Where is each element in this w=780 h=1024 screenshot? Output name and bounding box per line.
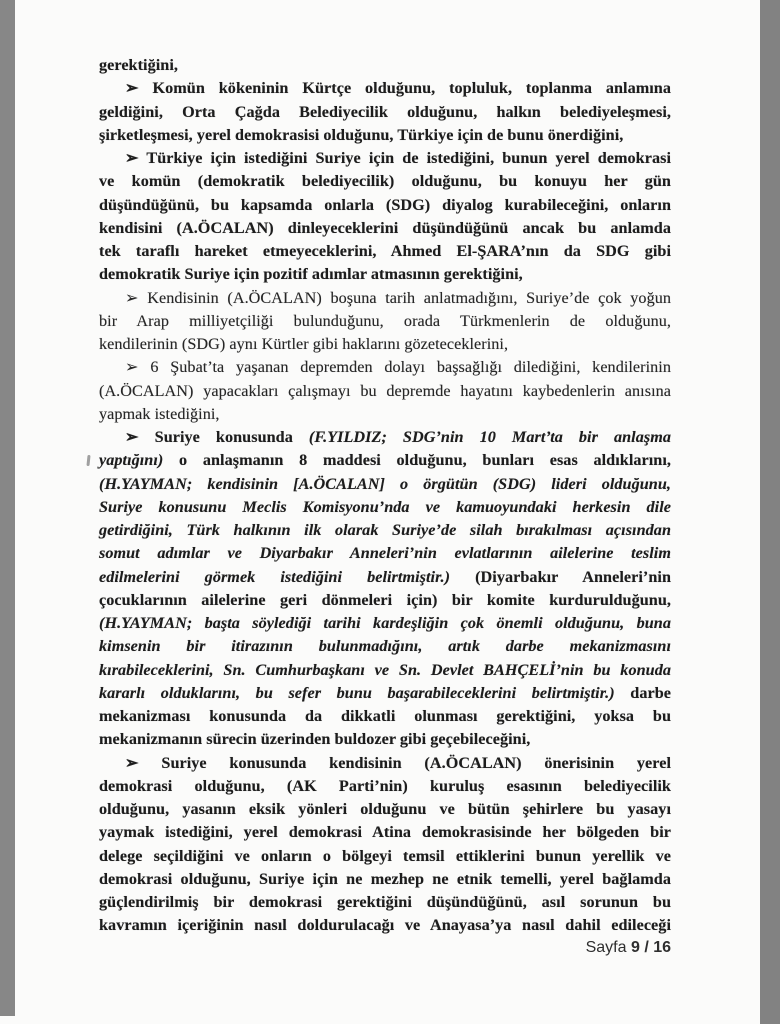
text-segment: demokrasi olduğunu, Suriye için ne mezhep ne etnik temelli, yerel bağlamda [99,869,671,888]
text-segment: getirdiğini, Türk halkının ilk olarak Suriye’de silah bırakılması açısından [99,521,671,539]
text-segment: mekanizması konusunda da dikkatli olunması gerektiğini, yoksa bu [99,707,671,725]
text-line [99,728,671,751]
text-segment: kimsenin bir itirazının bulunmadığını, artık darbe mekanizmasını [99,637,671,656]
paragraph [99,147,671,287]
text-segment: düşündüğünü, bu kapsamda onlarla (SDG) diyalog kurabileceğini, onların [99,195,671,214]
text-line [99,821,671,844]
paragraph [99,356,671,426]
text-line [99,682,671,705]
text-line [99,752,671,775]
scan-artifact [86,455,90,466]
paragraph [99,426,671,752]
text-segment: demokratik Suriye için pozitif adımlar atmasının gerektiğini, [99,265,523,284]
text-segment: o anlaşmanın 8 maddesi olduğunu, bunları esas aldıklarını, [163,451,671,470]
text-line [99,496,671,519]
text-line [99,77,671,100]
text-line [99,659,671,682]
text-line [99,310,671,333]
text-segment: ➢ Suriye konusunda [125,428,309,446]
text-segment: yaptığını) [99,451,164,470]
text-line [99,845,671,868]
text-segment: ve komün (demokratik belediyecilik) olduğunu, bu konuyu her gün [99,172,671,191]
text-segment: güçlendirilmiş bir demokrasi gerektiğini düşündüğünü, asıl sorunun bu [99,893,671,911]
text-line [99,635,671,658]
text-segment: somut adımlar ve Diyarbakır Anneleri’nin evlatlarının ailelerine teslim [99,544,671,563]
text-line [99,194,671,217]
text-line [99,868,671,891]
text-segment: geldiğini, Orta Çağda Belediyecilik olduğunu, halkın belediyeleşmesi, [99,102,671,121]
text-segment: çocuklarının ailelerine geri dönmeleri için) bir komite kurdurulduğunu, [99,590,671,609]
text-segment: (Diyarbakır Anneleri’nin [450,567,671,586]
text-segment: edilmelerini görmek istediğini belirtmiştir.) [99,567,451,586]
footer-label: Sayfa [585,939,631,956]
text-line [99,775,671,798]
text-segment: ➢ Türkiye için istediğini Suriye için de istediğini, bunun yerel demokrasi [125,149,671,167]
text-line [99,798,671,821]
scan-edge-left [0,0,15,1016]
text-segment: mekanizmanın sürecin üzerinden buldozer gibi geçebileceğini, [99,730,531,749]
text-line [99,263,671,286]
text-segment: ➢ Komün kökeninin Kürtçe olduğunu, topluluk, toplanma anlamına [125,79,671,98]
text-segment: (H.YAYMAN; başta söylediği tarihi kardeşliğin çok önemli olduğunu, buna [99,614,671,632]
text-line [99,473,671,496]
text-line [99,403,671,426]
text-line [99,333,671,356]
text-line [99,705,671,728]
text-segment: yapmak istediğini, [99,404,220,423]
text-segment: kırabileceklerini, Sn. Cumhurbaşkanı ve Sn. Devlet BAHÇELİ’nin bu konuda [99,660,671,679]
text-line [99,54,671,77]
text-line [99,240,671,263]
text-segment: tek taraflı hareket etmeyeceklerini, Ahmed El-ŞARA’nın da SDG gibi [99,242,671,260]
text-line [99,170,671,193]
text-segment: kararlı olduklarını, bu sefer bunu başarabileceklerini belirtmiştir.) [99,683,615,702]
text-line [99,519,671,542]
text-line [99,542,671,565]
text-line [99,287,671,310]
text-segment: olduğunu, yasanın eksik yönleri olduğunu ve bütün şehirlere bu yasayı [99,800,671,818]
text-line [99,566,671,589]
text-line [99,589,671,612]
page-footer [99,939,671,957]
scan-edge-right [760,0,780,1024]
text-segment: gerektiğini, [99,56,178,74]
text-line [99,217,671,240]
text-line [99,380,671,403]
paragraph [99,287,671,357]
text-segment: (A.ÖCALAN) yapacakları çalışmayı bu depremde hayatını kaybedenlerin anısına [99,381,671,400]
text-segment: kendisini (A.ÖCALAN) dinleyeceklerini düşündüğünü ancak bu anlamda [99,218,671,237]
text-segment: şirketleşmesi, yerel demokrasisi olduğunu, Türkiye için de bunu önerdiğini, [99,125,624,144]
text-segment: bir Arap milliyetçiliği bulunduğunu, orada Türkmenlerin de olduğunu, [99,311,671,330]
text-segment: Suriye konusunu Meclis Komisyonu’nda ve kamuoyundaki herkesin dile [99,497,671,516]
footer-page-number: 9 / 16 [630,939,671,956]
text-line [99,612,671,635]
text-segment: kendilerinin (SDG) aynı Kürtler gibi haklarını gözeteceklerini, [99,335,509,353]
paragraph [99,54,671,77]
text-segment: darbe [614,683,671,702]
text-segment: demokrasi olduğunu, (AK Parti’nin) kuruluş esasının belediyecilik [99,776,671,795]
paragraph [99,77,671,147]
text-line [99,124,671,147]
text-line [99,891,671,914]
text-line [99,914,671,937]
text-line [99,449,671,472]
text-segment: (F.YILDIZ; SDG’nin 10 Mart’ta bir anlaşma [308,428,671,446]
text-line [99,101,671,124]
text-segment: (H.YAYMAN; kendisinin [A.ÖCALAN] o örgütün (SDG) lideri olduğunu, [99,474,671,493]
text-line [99,147,671,170]
text-segment: kavramın içeriğinin nasıl doldurulacağı ve Anayasa’ya nasıl dahil edileceği [99,916,671,935]
text-line [99,426,671,449]
text-segment: ➢ Suriye konusunda kendisinin (A.ÖCALAN) önerisinin yerel [125,753,671,772]
text-segment: ➢ 6 Şubat’ta yaşanan depremden dolayı başsağlığı dilediğini, kendilerinin [125,358,671,377]
text-segment: delege seçildiğini ve onların o bölgeyi temsil ettiklerini bunun yerellik ve [99,846,671,865]
text-segment: ➢ Kendisinin (A.ÖCALAN) boşuna tarih anlatmadığını, Suriye’de çok yoğun [125,288,671,307]
text-line [99,356,671,379]
text-segment: yaymak istediğini, yerel demokrasi Atina demokrasisinde her bölgeden bir [99,823,671,842]
page-text [99,54,671,938]
paragraph [99,752,671,938]
